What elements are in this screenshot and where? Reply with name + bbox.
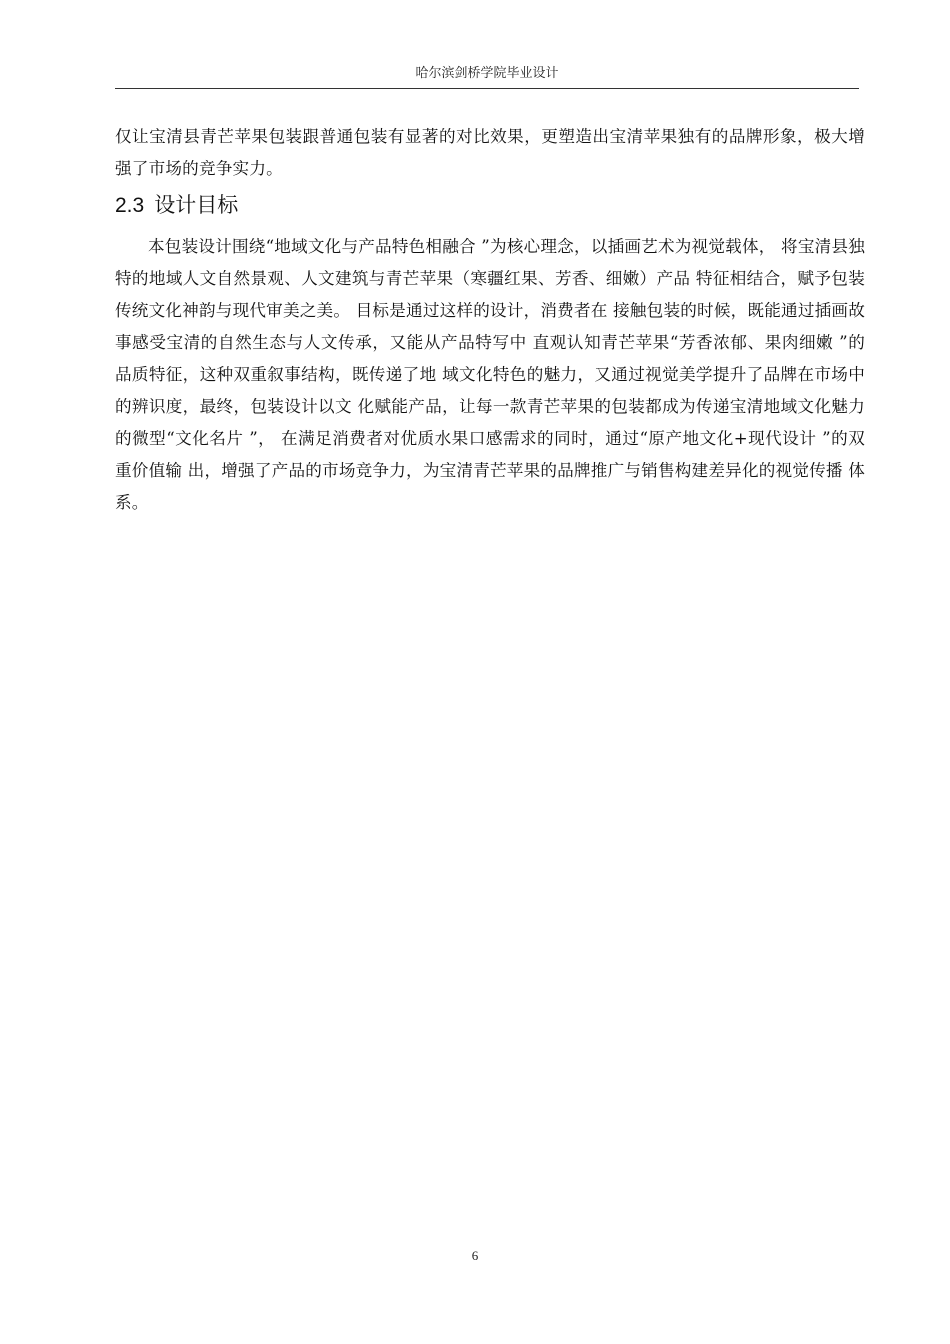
- running-header: 哈尔滨剑桥学院毕业设计: [415, 66, 559, 81]
- design-goal-paragraph: 本包装设计围绕“地域文化与产品特色相融合 ”为核心理念，以插画艺术为视觉载体， 将宝清县独特的地域人文自然景观、人文建筑与青芒苹果（寒疆红果、芳香、细嫩）产品 特征相结合，赋予包装传统文化神韵与现代审美之美。 目标是通过这样的设计，消费者在 接触包装的时候，既能通过插画故事感受宝清的自然生态与人文传承，又能从产品特写中 直观认知青芒苹果“芳香浓郁、果肉细嫩 ”的品质特征，这种双重叙事结构，既传递了地 域文化特色的魅力，又通过视觉美学提升了品牌在市场中的辨识度，最终，包装设计以文 化赋能产品，让每一款青芒苹果的包装都成为传递宝清地域文化魅力的微型“文化名片 ”， 在满足消费者对优质水果口感需求的同时，通过“原产地文化+现代设计 ”的双重价值输 出，增强了产品的市场竞争力，为宝清青芒苹果的品牌推广与销售构建差异化的视觉传播 体系。: [115, 237, 865, 512]
- page-number: 6: [471, 1248, 479, 1263]
- section-number: 2.3: [115, 194, 145, 217]
- continuation-paragraph: 仅让宝清县青芒苹果包装跟普通包装有显著的对比效果，更塑造出宝清苹果独有的品牌形象，极大增强了市场的竞争实力。: [115, 127, 865, 178]
- header-rule: [115, 88, 859, 89]
- section-title: 设计目标: [154, 193, 239, 217]
- section-heading: [115, 189, 238, 222]
